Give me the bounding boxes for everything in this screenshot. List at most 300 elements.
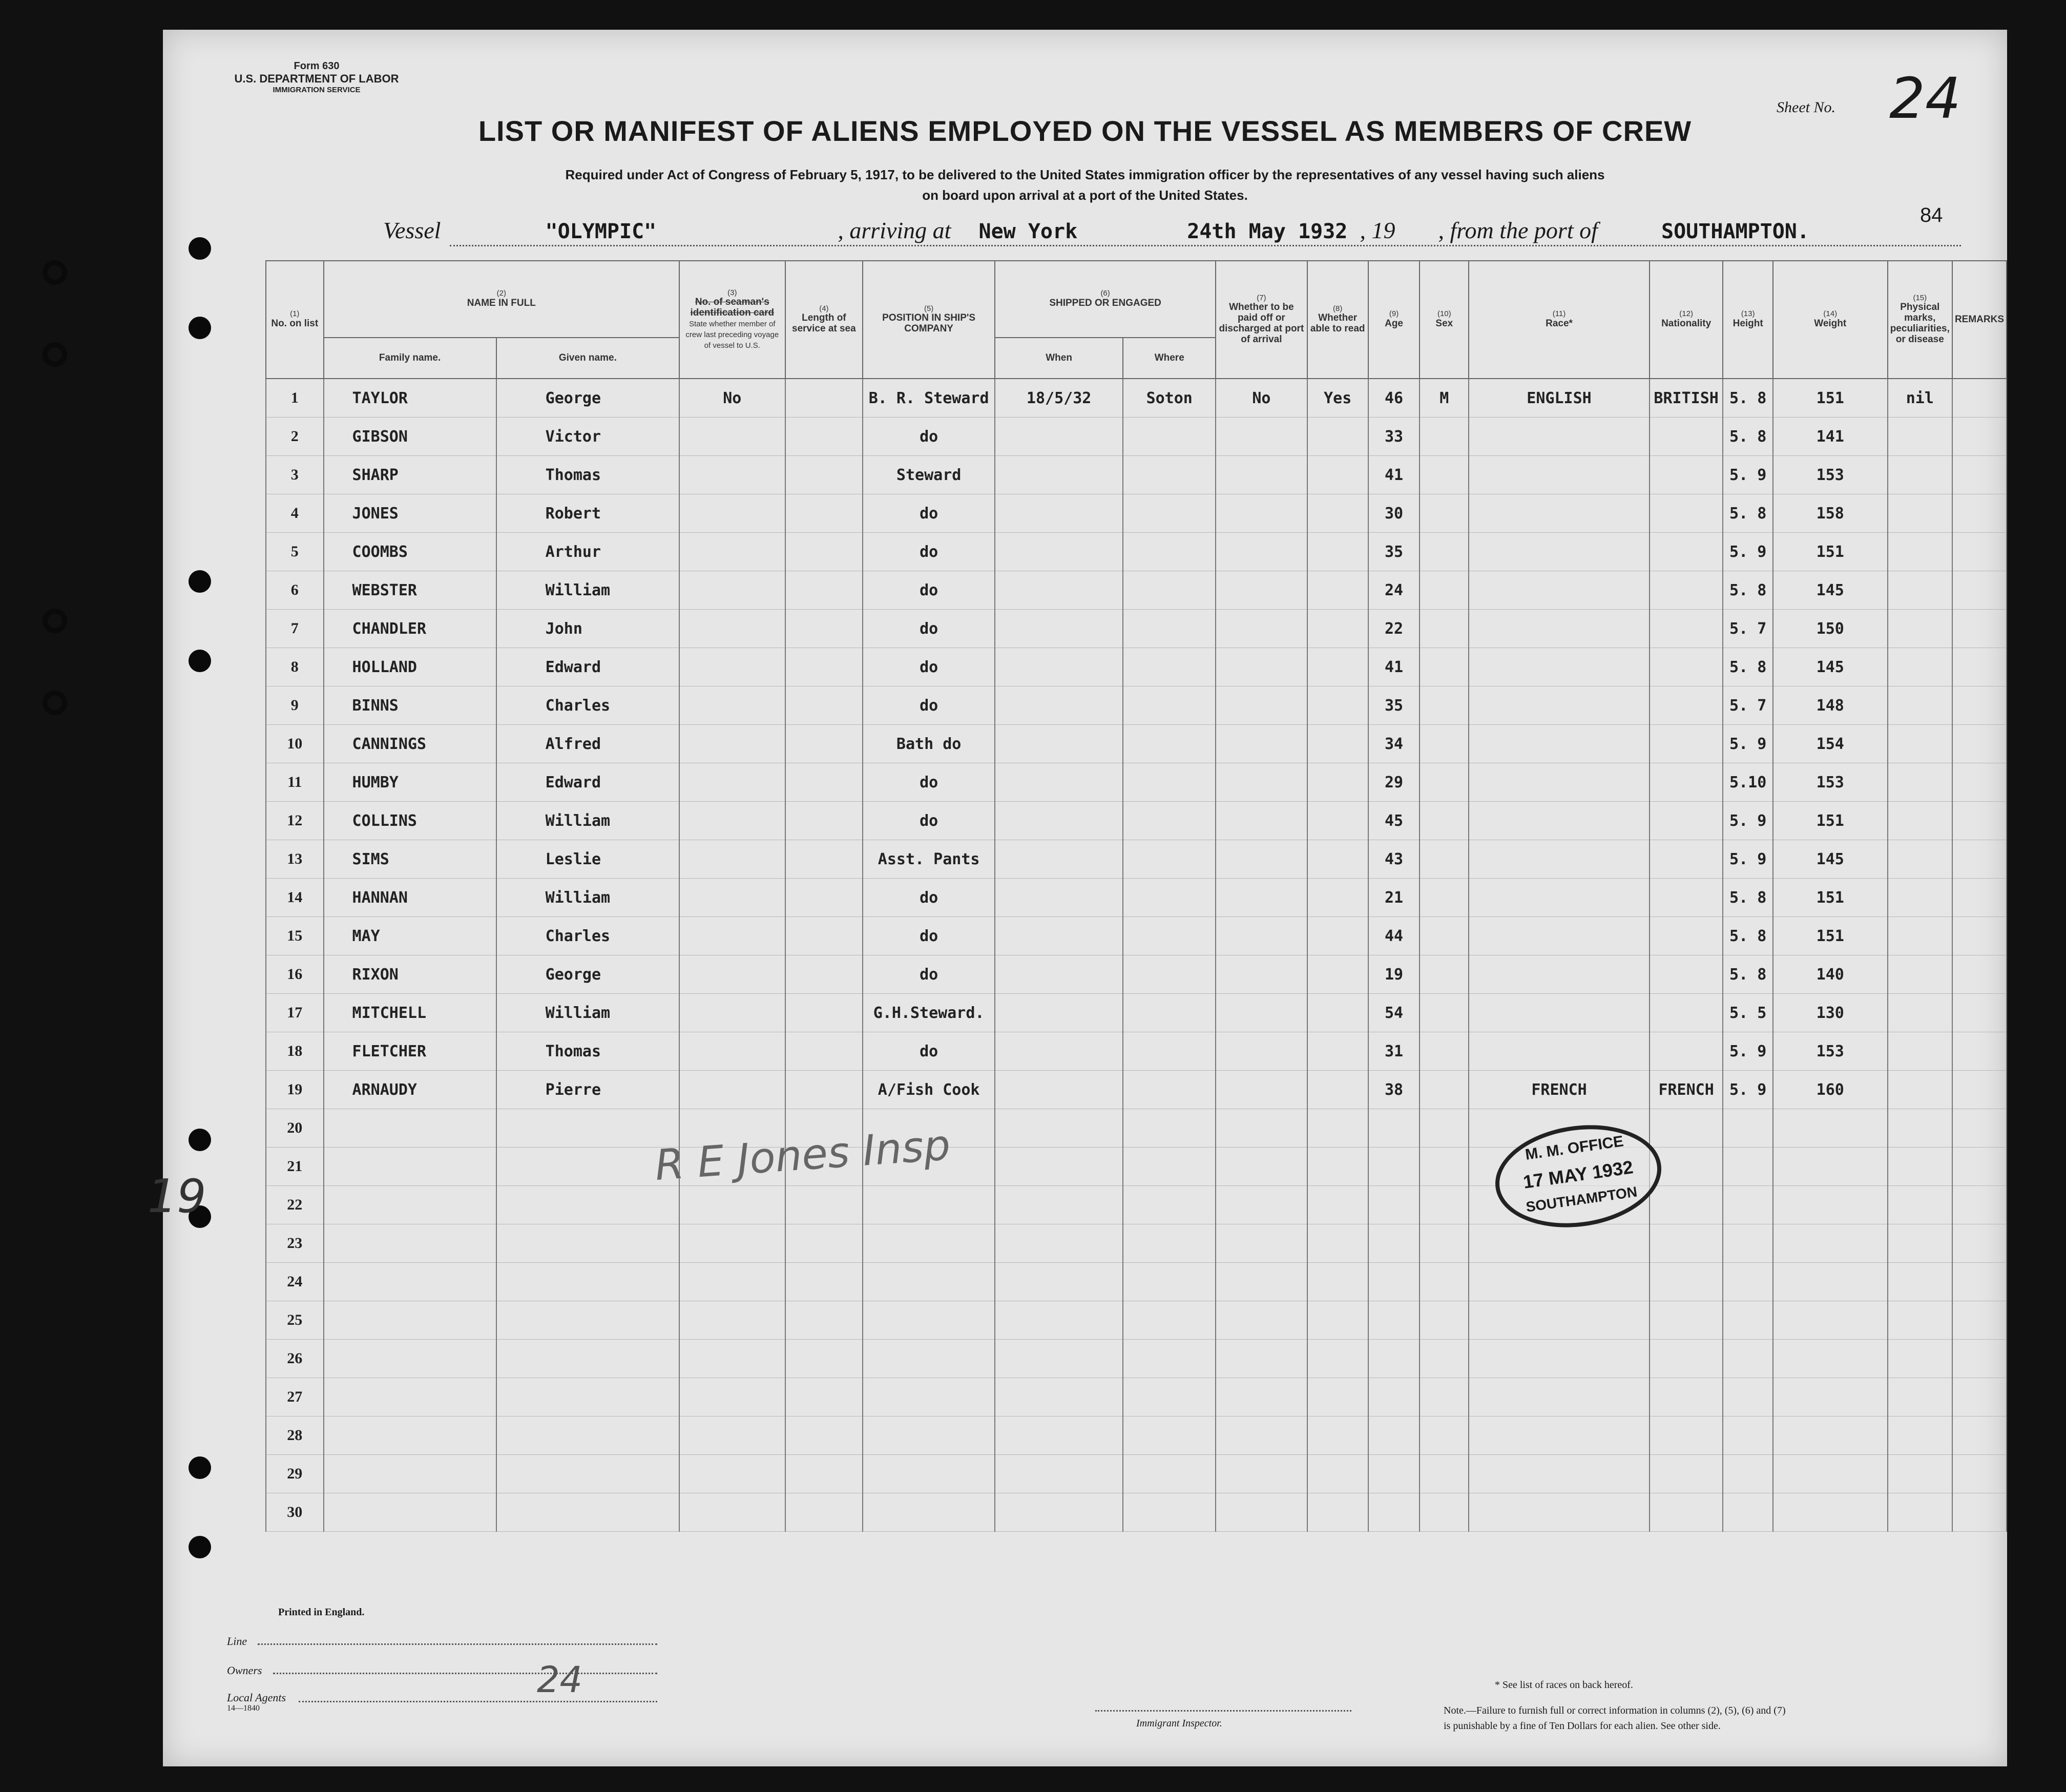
cell-able-to-read [1307, 1148, 1368, 1186]
cell-shipped-when [995, 456, 1123, 494]
cell-sex [1420, 1071, 1469, 1109]
cell-position [863, 1263, 995, 1301]
year-label: , 19 [1360, 217, 1395, 243]
cell-age [1368, 1301, 1420, 1340]
cell-race [1469, 494, 1649, 533]
cell-weight [1773, 1148, 1888, 1186]
cell-nationality [1650, 1224, 1723, 1263]
cell-paid-off [1216, 494, 1307, 533]
cell-sex [1420, 1263, 1469, 1301]
races-note: * See list of races on back hereof. [1495, 1679, 1633, 1691]
cell-age: 35 [1368, 686, 1420, 725]
cell-given-name: John [496, 610, 679, 648]
cell-weight [1773, 1186, 1888, 1224]
cell-able-to-read [1307, 610, 1368, 648]
cell-shipped-where [1123, 1378, 1216, 1416]
cell-weight: 150 [1773, 610, 1888, 648]
table-row [266, 1340, 2007, 1378]
cell-age: 34 [1368, 725, 1420, 763]
stamp-date: 17 MAY 1932 [1521, 1156, 1635, 1193]
cell-paid-off [1216, 840, 1307, 879]
cell-age: 33 [1368, 418, 1420, 456]
cell-row-number: 6 [266, 571, 324, 610]
cell-able-to-read [1307, 725, 1368, 763]
cell-able-to-read [1307, 686, 1368, 725]
col-no: (1) No. on list [266, 261, 324, 379]
cell-height: 5. 8 [1723, 379, 1772, 418]
cell-race [1469, 1263, 1649, 1301]
cell-position: do [863, 533, 995, 571]
cell-given-name: Leslie [496, 840, 679, 879]
col-shipped: (6) SHIPPED OR ENGAGED [995, 261, 1216, 338]
cell-remarks [1952, 955, 2007, 994]
cell-shipped-where [1123, 840, 1216, 879]
arriving-label: , arriving at [838, 217, 951, 243]
cell-sex [1420, 533, 1469, 571]
cell-sea-service [785, 1032, 863, 1071]
cell-weight: 151 [1773, 802, 1888, 840]
cell-sex [1420, 879, 1469, 917]
cell-family-name [324, 1416, 496, 1455]
cell-sea-service [785, 1301, 863, 1340]
cell-paid-off [1216, 802, 1307, 840]
cell-nationality [1650, 456, 1723, 494]
cell-row-number: 5 [266, 533, 324, 571]
service: IMMIGRATION SERVICE [273, 86, 361, 94]
cell-shipped-where [1123, 955, 1216, 994]
cell-shipped-when [995, 1186, 1123, 1224]
col-nationality: (12) Nationality [1650, 261, 1723, 379]
cell-shipped-where [1123, 763, 1216, 802]
cell-paid-off [1216, 1109, 1307, 1148]
cell-position [863, 1224, 995, 1263]
cell-shipped-where [1123, 1109, 1216, 1148]
cell-nationality [1650, 1416, 1723, 1455]
cell-race [1469, 1032, 1649, 1071]
cell-height: 5. 8 [1723, 955, 1772, 994]
punch-hole [189, 570, 211, 593]
cell-able-to-read [1307, 648, 1368, 686]
cell-row-number: 25 [266, 1301, 324, 1340]
cell-age [1368, 1109, 1420, 1148]
cell-paid-off [1216, 1455, 1307, 1493]
cell-row-number: 20 [266, 1109, 324, 1148]
page-number: 84 [1920, 204, 1943, 226]
cell-position [863, 1416, 995, 1455]
cell-weight: 130 [1773, 994, 1888, 1032]
cell-position [863, 1301, 995, 1340]
cell-race [1469, 648, 1649, 686]
cell-sex [1420, 686, 1469, 725]
cell-shipped-when [995, 725, 1123, 763]
cell-shipped-when [995, 1301, 1123, 1340]
agents-label: Local Agents [227, 1691, 286, 1704]
table-row [266, 917, 2007, 955]
cell-weight: 151 [1773, 379, 1888, 418]
cell-row-number: 28 [266, 1416, 324, 1455]
cell-family-name: SIMS [324, 840, 496, 879]
cell-age [1368, 1416, 1420, 1455]
cell-race [1469, 686, 1649, 725]
cell-previous-voyage [679, 1455, 785, 1493]
cell-age: 46 [1368, 379, 1420, 418]
cell-sea-service [785, 571, 863, 610]
cell-paid-off [1216, 917, 1307, 955]
cell-physical-marks [1888, 763, 1952, 802]
cell-sea-service [785, 1071, 863, 1109]
cell-row-number: 11 [266, 763, 324, 802]
cell-shipped-when [995, 994, 1123, 1032]
cell-shipped-where [1123, 1455, 1216, 1493]
cell-weight: 151 [1773, 879, 1888, 917]
punch-hole [43, 342, 67, 367]
cell-sea-service [785, 994, 863, 1032]
cell-physical-marks [1888, 1301, 1952, 1340]
cell-nationality [1650, 686, 1723, 725]
punch-hole [189, 1129, 211, 1151]
cell-race [1469, 725, 1649, 763]
table-row [266, 533, 2007, 571]
cell-shipped-when [995, 610, 1123, 648]
cell-shipped-where [1123, 802, 1216, 840]
cell-shipped-where [1123, 610, 1216, 648]
vessel-label: Vessel [383, 217, 441, 243]
col-where: Where [1123, 338, 1216, 379]
cell-shipped-when [995, 917, 1123, 955]
cell-sex [1420, 994, 1469, 1032]
cell-age: 29 [1368, 763, 1420, 802]
cell-sea-service [785, 1378, 863, 1416]
cell-given-name: Pierre [496, 1071, 679, 1109]
cell-age: 43 [1368, 840, 1420, 879]
cell-family-name: JONES [324, 494, 496, 533]
cell-paid-off [1216, 1071, 1307, 1109]
col-weight: (14) Weight [1773, 261, 1888, 379]
cell-able-to-read [1307, 879, 1368, 917]
cell-weight: 141 [1773, 418, 1888, 456]
col-read: (8) Whether able to read [1307, 261, 1368, 379]
cell-able-to-read [1307, 494, 1368, 533]
cell-sea-service [785, 1224, 863, 1263]
cell-row-number: 27 [266, 1378, 324, 1416]
department: U.S. DEPARTMENT OF LABOR [234, 72, 399, 85]
cell-physical-marks [1888, 610, 1952, 648]
cell-sea-service [785, 802, 863, 840]
cell-sex [1420, 1032, 1469, 1071]
cell-previous-voyage [679, 994, 785, 1032]
owners-label: Owners [227, 1664, 262, 1677]
cell-sex [1420, 1455, 1469, 1493]
cell-shipped-where [1123, 648, 1216, 686]
cell-height: 5.10 [1723, 763, 1772, 802]
cell-family-name: COLLINS [324, 802, 496, 840]
inspector-dotline [1095, 1710, 1351, 1712]
cell-shipped-where [1123, 1032, 1216, 1071]
cell-shipped-when [995, 1148, 1123, 1186]
cell-nationality [1650, 610, 1723, 648]
cell-sex [1420, 418, 1469, 456]
cell-physical-marks [1888, 1263, 1952, 1301]
cell-paid-off [1216, 879, 1307, 917]
cell-position: B. R. Steward [863, 379, 995, 418]
cell-race [1469, 802, 1649, 840]
cell-remarks [1952, 456, 2007, 494]
cell-paid-off [1216, 533, 1307, 571]
cell-weight [1773, 1378, 1888, 1416]
cell-paid-off [1216, 1493, 1307, 1532]
cell-paid-off [1216, 1416, 1307, 1455]
cell-shipped-where [1123, 1301, 1216, 1340]
cell-able-to-read [1307, 917, 1368, 955]
cell-height: 5. 9 [1723, 533, 1772, 571]
cell-position: do [863, 648, 995, 686]
vessel-name: "OLYMPIC" [545, 220, 657, 243]
cell-given-name [496, 1186, 679, 1224]
cell-able-to-read [1307, 1186, 1368, 1224]
inspector-signature: R E Jones Insp [653, 1120, 952, 1191]
cell-remarks [1952, 1416, 2007, 1455]
cell-physical-marks [1888, 648, 1952, 686]
cell-race [1469, 955, 1649, 994]
cell-remarks [1952, 1378, 2007, 1416]
cell-able-to-read [1307, 418, 1368, 456]
cell-shipped-where [1123, 686, 1216, 725]
cell-height: 5. 8 [1723, 494, 1772, 533]
cell-remarks [1952, 1493, 2007, 1532]
cell-given-name: William [496, 994, 679, 1032]
cell-age [1368, 1186, 1420, 1224]
cell-nationality [1650, 763, 1723, 802]
cell-height: 5. 9 [1723, 1032, 1772, 1071]
cell-family-name [324, 1186, 496, 1224]
cell-paid-off [1216, 1148, 1307, 1186]
cell-remarks [1952, 1071, 2007, 1109]
cell-nationality: BRITISH [1650, 379, 1723, 418]
cell-previous-voyage [679, 571, 785, 610]
cell-row-number: 12 [266, 802, 324, 840]
cell-row-number: 19 [266, 1071, 324, 1109]
cell-shipped-where [1123, 879, 1216, 917]
cell-nationality [1650, 418, 1723, 456]
cell-row-number: 21 [266, 1148, 324, 1186]
cell-position: do [863, 763, 995, 802]
cell-position [863, 1186, 995, 1224]
cell-sea-service [785, 1493, 863, 1532]
cell-able-to-read [1307, 994, 1368, 1032]
cell-age: 30 [1368, 494, 1420, 533]
cell-age: 35 [1368, 533, 1420, 571]
cell-shipped-when [995, 1224, 1123, 1263]
cell-nationality [1650, 1301, 1723, 1340]
cell-shipped-where [1123, 456, 1216, 494]
cell-row-number: 17 [266, 994, 324, 1032]
cell-race [1469, 1378, 1649, 1416]
cell-family-name [324, 1263, 496, 1301]
cell-weight [1773, 1109, 1888, 1148]
cell-height [1723, 1224, 1772, 1263]
cell-row-number: 14 [266, 879, 324, 917]
cell-sex [1420, 1109, 1469, 1148]
line-label: Line [227, 1635, 247, 1648]
cell-family-name: CANNINGS [324, 725, 496, 763]
cell-height [1723, 1493, 1772, 1532]
cell-previous-voyage [679, 802, 785, 840]
cell-position: do [863, 917, 995, 955]
cell-row-number: 30 [266, 1493, 324, 1532]
cell-sex [1420, 1378, 1469, 1416]
cell-nationality [1650, 1109, 1723, 1148]
cell-sea-service [785, 686, 863, 725]
cell-remarks [1952, 1224, 2007, 1263]
cell-shipped-where [1123, 1186, 1216, 1224]
cell-given-name [496, 1224, 679, 1263]
cell-remarks [1952, 418, 2007, 456]
cell-shipped-where [1123, 571, 1216, 610]
cell-previous-voyage [679, 1032, 785, 1071]
cell-shipped-when [995, 494, 1123, 533]
cell-row-number: 26 [266, 1340, 324, 1378]
cell-physical-marks [1888, 1455, 1952, 1493]
cell-able-to-read [1307, 1224, 1368, 1263]
cell-able-to-read [1307, 1455, 1368, 1493]
cell-paid-off [1216, 994, 1307, 1032]
cell-sea-service [785, 533, 863, 571]
cell-weight: 154 [1773, 725, 1888, 763]
cell-nationality [1650, 648, 1723, 686]
cell-previous-voyage [679, 879, 785, 917]
cell-race: FRENCH [1469, 1071, 1649, 1109]
table-row [266, 1071, 2007, 1109]
bottom-handwritten: 24 [537, 1659, 583, 1701]
inspector-label: Immigrant Inspector. [1136, 1718, 1222, 1729]
col-position: (5) POSITION IN SHIP'S COMPANY [863, 261, 995, 379]
cell-given-name: William [496, 879, 679, 917]
cell-able-to-read [1307, 1340, 1368, 1378]
cell-race [1469, 533, 1649, 571]
cell-age: 19 [1368, 955, 1420, 994]
cell-remarks [1952, 917, 2007, 955]
cell-given-name [496, 1378, 679, 1416]
table-row [266, 725, 2007, 763]
cell-height [1723, 1301, 1772, 1340]
cell-race [1469, 994, 1649, 1032]
punch-hole [43, 260, 67, 285]
cell-family-name [324, 1301, 496, 1340]
printed-in: Printed in England. [278, 1607, 365, 1618]
voyage-line [383, 217, 1961, 244]
cell-given-name: William [496, 571, 679, 610]
voyage-dotline [450, 245, 1961, 246]
cell-paid-off [1216, 1224, 1307, 1263]
cell-previous-voyage [679, 1186, 785, 1224]
cell-physical-marks: nil [1888, 379, 1952, 418]
col-paid-off: (7) Whether to be paid off or discharged at port of arrival [1216, 261, 1307, 379]
punch-hole [189, 237, 211, 260]
cell-able-to-read [1307, 763, 1368, 802]
cell-height [1723, 1455, 1772, 1493]
cell-sex [1420, 571, 1469, 610]
cell-able-to-read [1307, 571, 1368, 610]
table-row [266, 610, 2007, 648]
cell-given-name [496, 1340, 679, 1378]
punch-hole [189, 650, 211, 672]
cell-nationality [1650, 1340, 1723, 1378]
cell-row-number: 9 [266, 686, 324, 725]
cell-remarks [1952, 725, 2007, 763]
stamp-top: M. M. OFFICE [1524, 1133, 1625, 1163]
cell-given-name [496, 1301, 679, 1340]
cell-family-name: HUMBY [324, 763, 496, 802]
cell-height: 5. 5 [1723, 994, 1772, 1032]
cell-given-name: William [496, 802, 679, 840]
cell-height: 5. 9 [1723, 725, 1772, 763]
cell-remarks [1952, 494, 2007, 533]
cell-given-name: Thomas [496, 456, 679, 494]
cell-shipped-where [1123, 917, 1216, 955]
cell-sex [1420, 1148, 1469, 1186]
cell-nationality: FRENCH [1650, 1071, 1723, 1109]
col-given-name: Given name. [496, 338, 679, 379]
cell-weight: 140 [1773, 955, 1888, 994]
cell-shipped-when [995, 1032, 1123, 1071]
cell-shipped-where [1123, 1340, 1216, 1378]
cell-sea-service [785, 648, 863, 686]
cell-age: 24 [1368, 571, 1420, 610]
cell-shipped-when [995, 533, 1123, 571]
cell-previous-voyage [679, 917, 785, 955]
cell-sea-service [785, 917, 863, 955]
table-row [266, 763, 2007, 802]
cell-height: 5. 9 [1723, 840, 1772, 879]
cell-family-name [324, 1109, 496, 1148]
cell-physical-marks [1888, 917, 1952, 955]
cell-given-name: Arthur [496, 533, 679, 571]
table-row [266, 1032, 2007, 1071]
table-row [266, 879, 2007, 917]
col-marks: (15) Physical marks, peculiarities, or disease [1888, 261, 1952, 379]
cell-age [1368, 1263, 1420, 1301]
cell-position: do [863, 879, 995, 917]
cell-nationality [1650, 571, 1723, 610]
sheet-number: 24 [1889, 66, 1961, 131]
cell-nationality [1650, 917, 1723, 955]
cell-given-name [496, 1493, 679, 1532]
cell-age: 45 [1368, 802, 1420, 840]
cell-physical-marks [1888, 494, 1952, 533]
cell-race [1469, 571, 1649, 610]
cell-paid-off [1216, 1378, 1307, 1416]
cell-family-name [324, 1148, 496, 1186]
cell-age: 44 [1368, 917, 1420, 955]
cell-able-to-read [1307, 1263, 1368, 1301]
cell-paid-off [1216, 1032, 1307, 1071]
cell-remarks [1952, 763, 2007, 802]
cell-position: do [863, 418, 995, 456]
cell-position [863, 1493, 995, 1532]
table-row [266, 418, 2007, 456]
cell-race [1469, 1416, 1649, 1455]
cell-previous-voyage [679, 1378, 785, 1416]
agents-dotline [299, 1701, 657, 1702]
table-row [266, 456, 2007, 494]
cell-race [1469, 763, 1649, 802]
cell-nationality [1650, 725, 1723, 763]
cell-previous-voyage [679, 1301, 785, 1340]
cell-able-to-read [1307, 1493, 1368, 1532]
cell-physical-marks [1888, 1340, 1952, 1378]
cell-nationality [1650, 1493, 1723, 1532]
cell-shipped-when [995, 802, 1123, 840]
